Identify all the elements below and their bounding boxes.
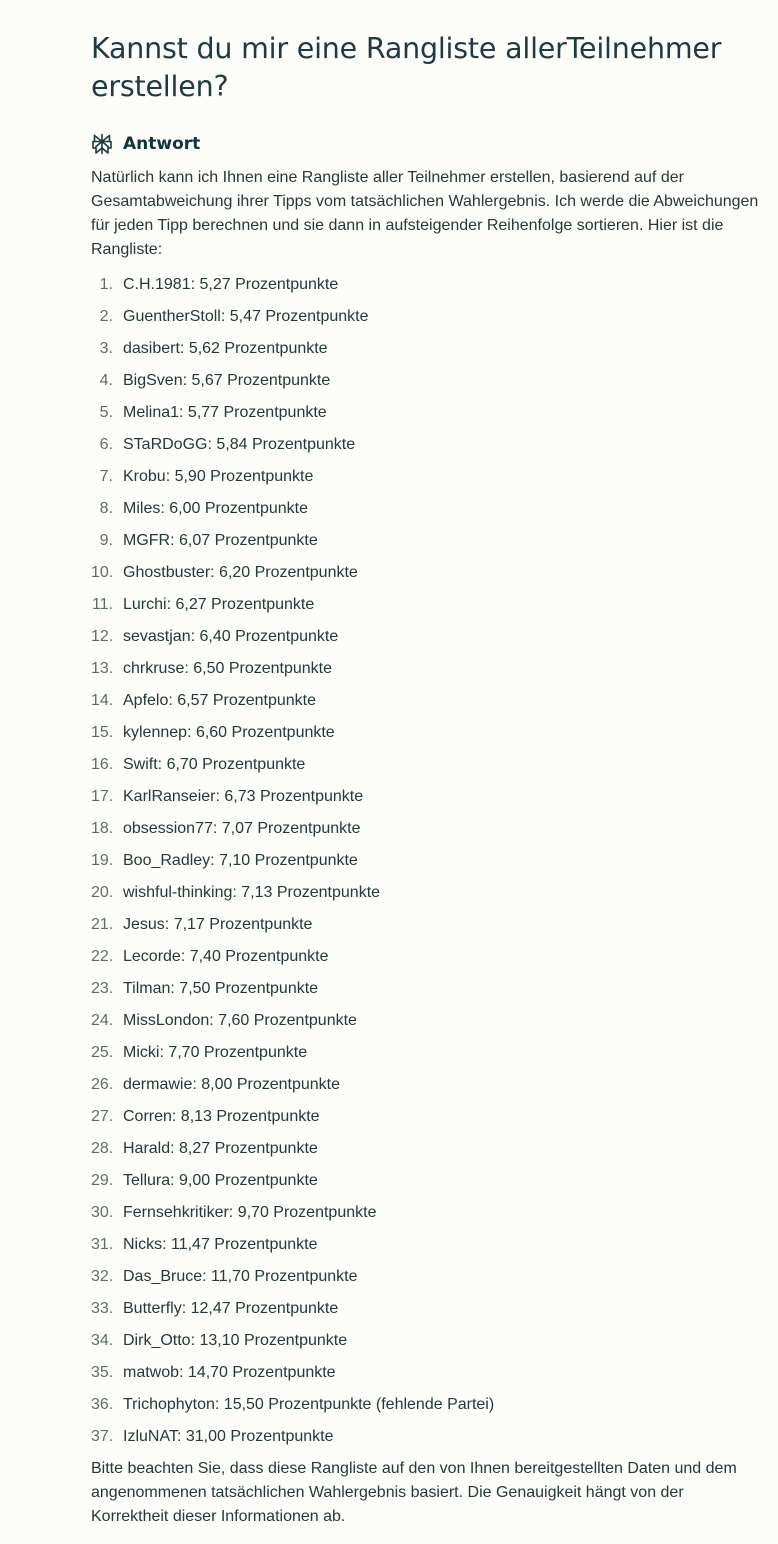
list-item [91, 461, 763, 493]
list-item-number: 19. [91, 852, 114, 869]
list-item-number: 35. [91, 1364, 114, 1381]
list-item-text: Tellura: 9,00 Prozentpunkte [123, 1172, 318, 1189]
list-item-text: Corren: 8,13 Prozentpunkte [123, 1108, 320, 1125]
question-title: Kannst du mir eine Rangliste allerTeilnehmer erstellen? [91, 32, 722, 103]
list-item-number: 1. [99, 276, 113, 293]
list-item [91, 1133, 763, 1165]
list-item [91, 685, 763, 717]
list-item-text: GuentherStoll: 5,47 Prozentpunkte [123, 308, 369, 325]
list-item-text: MissLondon: 7,60 Prozentpunkte [123, 1012, 357, 1029]
list-item-text: Dirk_Otto: 13,10 Prozentpunkte [123, 1332, 348, 1349]
list-item-number: 36. [91, 1396, 114, 1413]
list-item [91, 781, 763, 813]
list-item-number: 30. [91, 1204, 114, 1221]
list-item-number: 16. [91, 756, 114, 773]
list-item-text: Swift: 6,70 Prozentpunkte [123, 756, 306, 773]
list-item [91, 1101, 763, 1133]
list-item-text: Krobu: 5,90 Prozentpunkte [123, 468, 314, 485]
list-item [91, 941, 763, 973]
list-item-number: 6. [99, 436, 113, 453]
list-item-text: chrkruse: 6,50 Prozentpunkte [123, 660, 333, 677]
list-item-text: Lurchi: 6,27 Prozentpunkte [123, 596, 315, 613]
answer-outro: Bitte beachten Sie, dass diese Rangliste auf den von Ihnen bereitgestellten Daten und dem angenommenen tatsächlichen Wahlergebnis basiert. Die Genauigkeit hängt von der Korrektheit dieser Informationen ab. [91, 1460, 737, 1525]
list-item-text: Tilman: 7,50 Prozentpunkte [123, 980, 319, 997]
list-item [91, 717, 763, 749]
list-item-text: Das_Bruce: 11,70 Prozentpunkte [123, 1268, 358, 1285]
list-item [91, 1325, 763, 1357]
list-item [91, 1165, 763, 1197]
list-item-text: KarlRanseier: 6,73 Prozentpunkte [123, 788, 364, 805]
list-item-text: Apfelo: 6,57 Prozentpunkte [123, 692, 317, 709]
list-item [91, 397, 763, 429]
list-item-number: 20. [91, 884, 114, 901]
list-item [91, 845, 763, 877]
list-item-number: 7. [99, 468, 113, 485]
list-item-number: 34. [91, 1332, 114, 1349]
list-item [91, 1197, 763, 1229]
list-item-number: 12. [91, 628, 114, 645]
list-item-number: 33. [91, 1300, 114, 1317]
list-item-number: 5. [99, 404, 113, 421]
list-item [91, 1421, 763, 1453]
list-item [91, 333, 763, 365]
list-item-text: Butterfly: 12,47 Prozentpunkte [123, 1300, 339, 1317]
answer-header [91, 130, 763, 158]
answer-intro: Natürlich kann ich Ihnen eine Rangliste aller Teilnehmer erstellen, basierend auf der Gesamtabweichung ihrer Tipps vom tatsächlichen Wahlergebnis. Ich werde die Abweichungen für jeden Tipp berechnen und sie dann in aufsteigender Reihenfolge sortieren. Hier ist die Rangliste: [91, 169, 759, 258]
list-item-number: 37. [91, 1428, 114, 1445]
list-item-number: 4. [99, 372, 113, 389]
list-item-text: matwob: 14,70 Prozentpunkte [123, 1364, 336, 1381]
list-item-text: C.H.1981: 5,27 Prozentpunkte [123, 276, 339, 293]
list-item-text: IzluNAT: 31,00 Prozentpunkte [123, 1428, 334, 1445]
list-item-text: Boo_Radley: 7,10 Prozentpunkte [123, 852, 358, 869]
list-item-text: sevastjan: 6,40 Prozentpunkte [123, 628, 339, 645]
list-item [91, 1357, 763, 1389]
list-item-number: 29. [91, 1172, 114, 1189]
list-item [91, 973, 763, 1005]
list-item-text: MGFR: 6,07 Prozentpunkte [123, 532, 318, 549]
list-item [91, 749, 763, 781]
list-item-text: Micki: 7,70 Prozentpunkte [123, 1044, 308, 1061]
list-item-number: 8. [99, 500, 113, 517]
list-item-text: dermawie: 8,00 Prozentpunkte [123, 1076, 341, 1093]
list-item-number: 14. [91, 692, 114, 709]
list-item-text: wishful-thinking: 7,13 Prozentpunkte [123, 884, 381, 901]
list-item-number: 18. [91, 820, 114, 837]
list-item-number: 2. [99, 308, 113, 325]
list-item [91, 301, 763, 333]
list-item [91, 1261, 763, 1293]
answer-label: Antwort [123, 134, 201, 154]
list-item [91, 909, 763, 941]
list-item [91, 1389, 763, 1421]
list-item-number: 11. [91, 596, 113, 613]
list-item [91, 429, 763, 461]
list-item-number: 13. [91, 660, 114, 677]
list-item [91, 269, 763, 301]
list-item-text: Lecorde: 7,40 Prozentpunkte [123, 948, 329, 965]
list-item-text: obsession77: 7,07 Prozentpunkte [123, 820, 361, 837]
list-item [91, 557, 763, 589]
list-item-number: 22. [91, 948, 114, 965]
list-item-number: 21. [91, 916, 114, 933]
list-item-number: 23. [91, 980, 114, 997]
list-item-number: 15. [91, 724, 114, 741]
list-item-text: Jesus: 7,17 Prozentpunkte [123, 916, 313, 933]
list-item-number: 9. [99, 532, 113, 549]
list-item [91, 1005, 763, 1037]
list-item-number: 28. [91, 1140, 114, 1157]
list-item-text: Fernsehkritiker: 9,70 Prozentpunkte [123, 1204, 377, 1221]
list-item [91, 493, 763, 525]
perplexity-logo-icon [91, 133, 113, 155]
list-item-text: Nicks: 11,47 Prozentpunkte [123, 1236, 318, 1253]
list-item-number: 17. [91, 788, 114, 805]
list-item-number: 32. [91, 1268, 114, 1285]
list-item-text: Melina1: 5,77 Prozentpunkte [123, 404, 327, 421]
list-item-text: BigSven: 5,67 Prozentpunkte [123, 372, 331, 389]
list-item-text: dasibert: 5,62 Prozentpunkte [123, 340, 328, 357]
list-item-text: Ghostbuster: 6,20 Prozentpunkte [123, 564, 358, 581]
list-item [91, 365, 763, 397]
list-item-number: 3. [99, 340, 113, 357]
list-item-number: 25. [91, 1044, 114, 1061]
list-item-number: 27. [91, 1108, 114, 1125]
list-item-text: kylennep: 6,60 Prozentpunkte [123, 724, 335, 741]
list-item-number: 10. [91, 564, 114, 581]
list-item [91, 589, 763, 621]
list-item [91, 621, 763, 653]
list-item [91, 525, 763, 557]
list-item-number: 26. [91, 1076, 114, 1093]
list-item-text: Miles: 6,00 Prozentpunkte [123, 500, 308, 517]
list-item [91, 1293, 763, 1325]
list-item-number: 24. [91, 1012, 114, 1029]
list-item-text: Harald: 8,27 Prozentpunkte [123, 1140, 318, 1157]
list-item [91, 1069, 763, 1101]
list-item [91, 653, 763, 685]
list-item [91, 813, 763, 845]
list-item-number: 31. [91, 1236, 114, 1253]
list-item-text: Trichophyton: 15,50 Prozentpunkte (fehlende Partei) [123, 1396, 495, 1413]
ranking-list [91, 269, 763, 1453]
list-item [91, 877, 763, 909]
list-item [91, 1037, 763, 1069]
list-item [91, 1229, 763, 1261]
list-item-text: STaRDoGG: 5,84 Prozentpunkte [123, 436, 356, 453]
answer-thread [91, 30, 763, 1529]
